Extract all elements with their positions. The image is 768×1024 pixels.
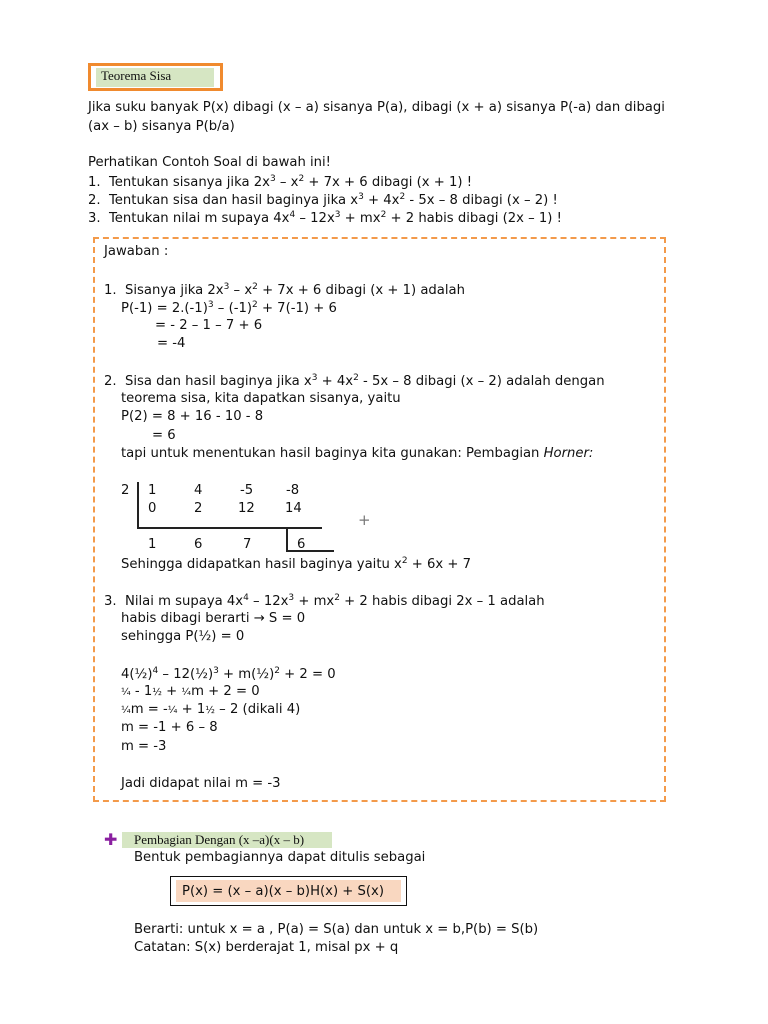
horner-remainder-divider: [286, 527, 288, 550]
horner-cell: 6: [194, 537, 203, 552]
answer-1-line-2: $P(-1) = 2.(-1)^3 - (-1)^2 + 7(-1) + 6$: [121, 300, 337, 316]
question-3: 3. Tentukan nilai m supaya $4x^4 - 12x^3 + mx^2 + 2$ habis dibagi (2x – 1) !: [88, 210, 562, 226]
answer-3-line-8: m = -3: [121, 739, 167, 754]
answer-3-line-6: ¼m = -¼ + 1½ – 2 (dikali 4): [121, 702, 301, 717]
horner-cell: 1: [148, 537, 157, 552]
answer-3-line-3: sehingga P(½) = 0: [121, 629, 245, 644]
horner-cell: 12: [238, 501, 255, 516]
answer-2-line-3: P(2) = 8 + 16 - 10 - 8: [121, 409, 264, 424]
intro-line-1: Jika suku banyak P(x) dibagi (x – a) sisanya P(a), dibagi (x + a) sisanya P(-a) dan dibagi: [88, 100, 665, 115]
section-2-line-3: Catatan: S(x) berderajat 1, misal px + q: [134, 940, 399, 955]
answer-3-line-2: habis dibagi berarti → S = 0: [121, 611, 306, 626]
horner-cell: -5: [240, 483, 254, 498]
horner-divisor: 2: [121, 483, 130, 498]
answer-3-line-4: 4(½)$^4$ – 12(½)$^3$ + m(½)$^2$ + 2 = 0: [121, 666, 336, 682]
section-2-line-2: Berarti: untuk x = a , P(a) = S(a) dan untuk x = b,P(b) = S(b): [134, 922, 539, 937]
examples-heading: Perhatikan Contoh Soal di bawah ini!: [88, 155, 331, 170]
horner-divider-horizontal: [137, 527, 322, 529]
section-2-line-1: Bentuk pembagiannya dapat ditulis sebagai: [134, 850, 426, 865]
horner-cell: 14: [285, 501, 302, 516]
horner-cell: 6: [297, 537, 306, 552]
horner-divider-vertical: [137, 482, 139, 528]
horner-cell: 2: [194, 501, 203, 516]
answer-1-line-1: 1. Sisanya jika $2x^3 - x^2 + 7x + 6$ dibagi (x + 1) adalah: [104, 282, 465, 298]
horner-remainder-underline: [286, 550, 334, 552]
answer-3-conclusion: Jadi didapat nilai m = -3: [121, 776, 281, 791]
answer-2-line-2: teorema sisa, kita dapatkan sisanya, yaitu: [121, 391, 401, 406]
answer-1-line-4: = -4: [157, 336, 186, 351]
horner-cell: 4: [194, 483, 203, 498]
answer-2-line-5: tapi untuk menentukan hasil baginya kita gunakan: Pembagian Horner:: [121, 446, 594, 461]
answer-1-line-3: = - 2 – 1 – 7 + 6: [155, 318, 263, 333]
horner-cell: -8: [286, 483, 300, 498]
intro-line-2: (ax – b) sisanya P(b/a): [88, 119, 235, 134]
answer-3-line-1: 3. Nilai m supaya $4x^4 - 12x^3 + mx^2 + 2$ habis dibagi 2x – 1 adalah: [104, 593, 545, 609]
section-2-title: Pembagian Dengan (x –a)(x – b): [134, 832, 305, 847]
answer-3-line-7: m = -1 + 6 – 8: [121, 720, 218, 735]
question-1: 1. Tentukan sisanya jika $2x^3 - x^2 + 7x + 6$ dibagi (x + 1) !: [88, 174, 472, 190]
question-2: 2. Tentukan sisa dan hasil baginya jika $x^3 + 4x^2 - 5x - 8$ dibagi (x – 2) !: [88, 192, 558, 208]
answer-2-line-6: Sehingga didapatkan hasil baginya yaitu $x^2 + 6x + 7$: [121, 556, 472, 572]
answer-3-line-5: ¼ - 1½ + ¼m + 2 = 0: [121, 684, 260, 699]
plus-mark: +: [358, 511, 371, 529]
answer-title: Jawaban :: [104, 244, 169, 259]
bullet-icon: ✚: [104, 830, 118, 849]
formula-text: P(x) = (x – a)(x – b)H(x) + S(x): [182, 884, 384, 899]
answer-2-line-1: 2. Sisa dan hasil baginya jika $x^3 + 4x^2 - 5x - 8$ dibagi (x – 2) adalah dengan: [104, 373, 605, 389]
horner-cell: 0: [148, 501, 157, 516]
horner-cell: 7: [243, 537, 252, 552]
answer-2-line-4: = 6: [152, 428, 176, 443]
page-title: Teorema Sisa: [101, 68, 172, 83]
horner-cell: 1: [148, 483, 157, 498]
